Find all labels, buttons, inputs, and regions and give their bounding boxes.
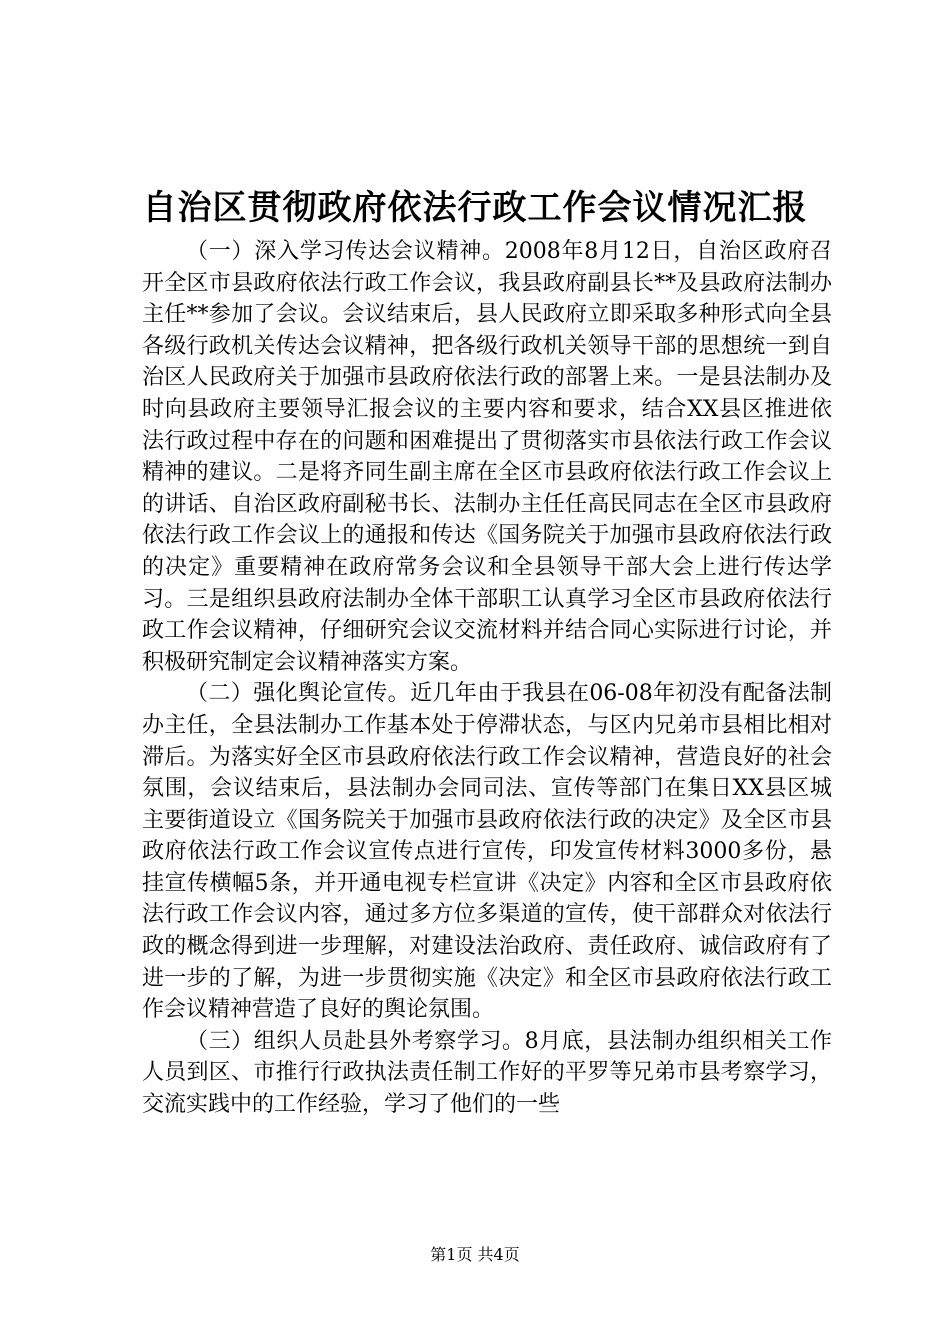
paragraph-3: （三）组织人员赴县外考察学习。8月底，县法制办组织相关工作人员到区、市推行行政执法责任制工作好的平罗等兄弟市县考察学习，交流实践中的工作经验，学习了他们的一些 [142, 1028, 832, 1118]
page-number-footer: 第1页 共4页 [430, 1245, 520, 1264]
paragraph-2: （二）强化舆论宣传。近几年由于我县在06-08年初没有配备法制办主任，全县法制办工作基本处于停滞状态，与区内兄弟市县相比相对滞后。为落实好全区市县政府依法行政工作会议精神，营造良好的社会氛围，会议结束后，县法制办会同司法、宣传等部门在集日XX县区城主要街道设立《国务院关于加强市县政府依法行政的决定》及全区市县政府依法行政工作会议宣传点进行宣传，印发宣传材料3000多份，悬挂宣传横幅5条，并开通电视专栏宣讲《决定》内容和全区市县政府依法行政工作会议内容，通过多方位多渠道的宣传，使干部群众对依法行政的概念得到进一步理解，对建设法治政府、责任政府、诚信政府有了进一步的了解，为进一步贯彻实施《决定》和全区市县政府依法行政工作会议精神营造了良好的舆论氛围。 [142, 681, 832, 1023]
document-title: 自治区贯彻政府依法行政工作会议情况汇报 [142, 188, 808, 228]
paragraph-1: （一）深入学习传达会议精神。2008年8月12日，自治区政府召开全区市县政府依法行政工作会议，我县政府副县长**及县政府法制办主任**参加了会议。会议结束后，县人民政府立即采取多种形式向全县各级行政机关传达会议精神，把各级行政机关领导干部的思想统一到自治区人民政府关于加强市县政府依法行政的部署上来。一是县法制办及时向县政府主要领导汇报会议的主要内容和要求，结合XX县区推进依法行政过程中存在的问题和困难提出了贯彻落实市县依法行政工作会议精神的建议。二是将齐同生副主席在全区市县政府依法行政工作会议上的讲话、自治区政府副秘书长、法制办主任任高民同志在全区市县政府依法行政工作会议上的通报和传达《国务院关于加强市县政府依法行政的决定》重要精神在政府常务会议和全县领导干部大会上进行传达学习。三是组织县政府法制办全体干部职工认真学习全区市县政府依法行政工作会议精神，仔细研究会议交流材料并结合同心实际进行讨论，并积极研究制定会议精神落实方案。 [142, 239, 832, 675]
document-body [142, 236, 832, 1121]
